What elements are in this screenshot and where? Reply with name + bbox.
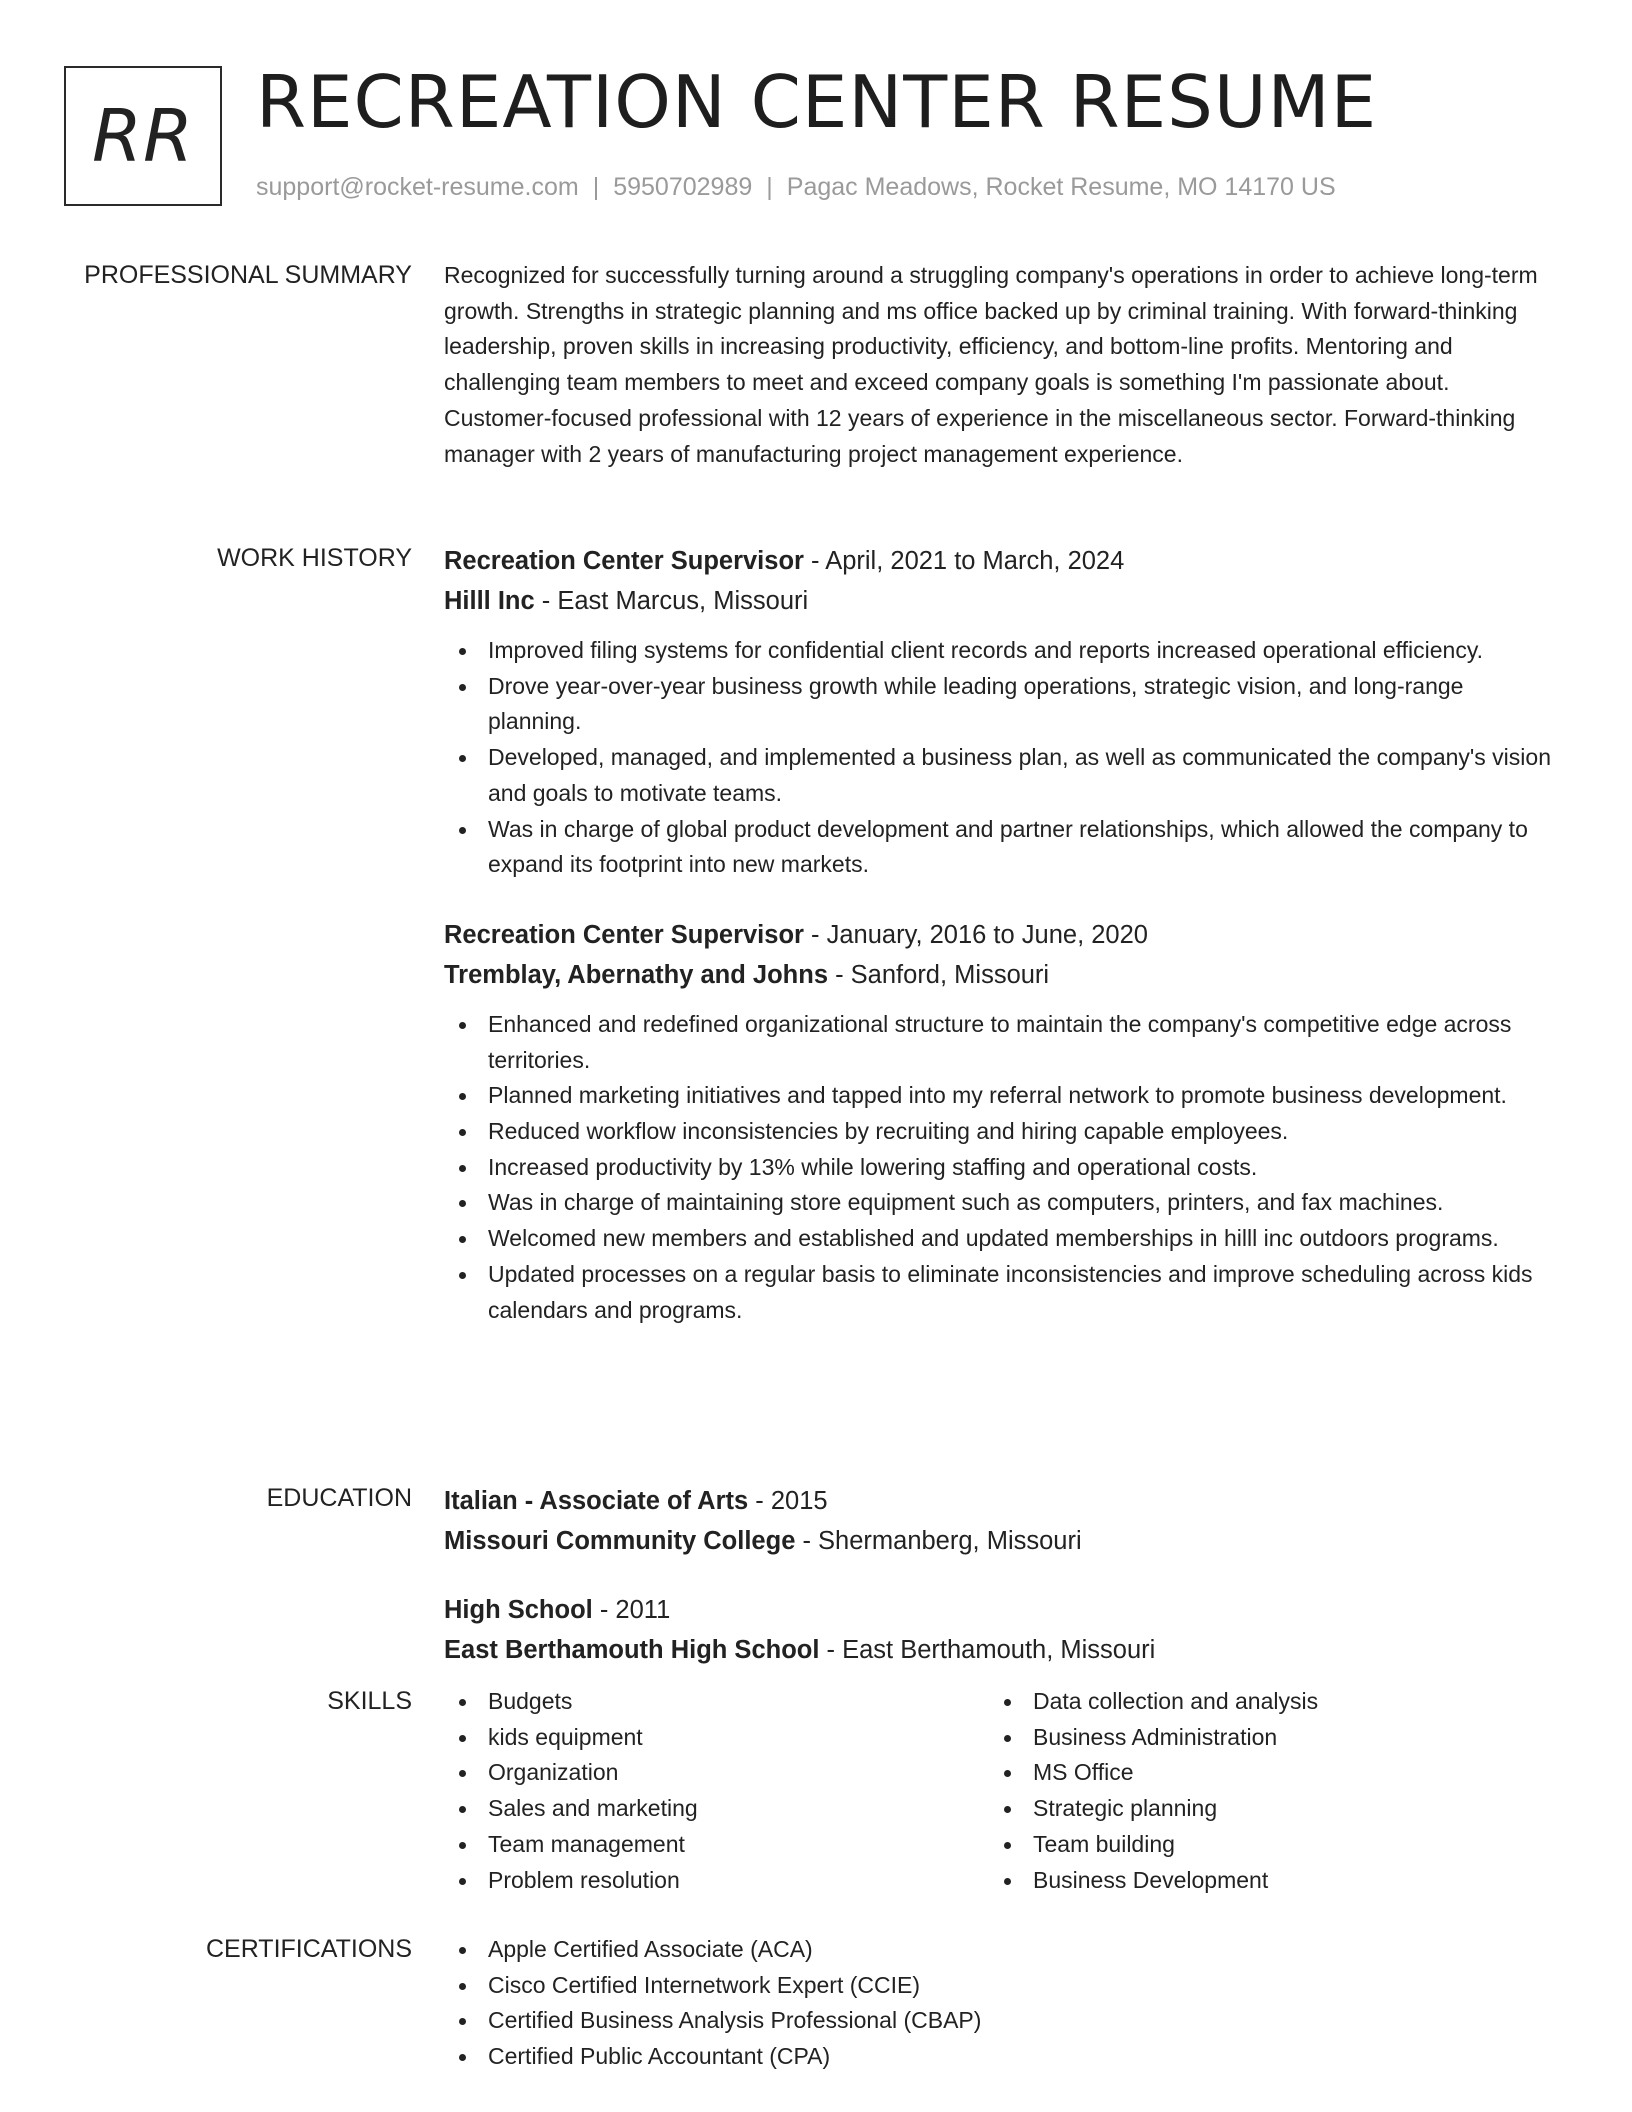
job-dates: - January, 2016 to June, 2020: [803, 920, 1148, 949]
school-location: - East Berthamouth, Missouri: [819, 1636, 1156, 1664]
school-line: [444, 1630, 1554, 1670]
school: Missouri Community College: [444, 1527, 796, 1555]
certification-item: Certified Public Accountant (CPA): [444, 2039, 1554, 2075]
skills-heading: SKILLS: [327, 1687, 412, 1715]
skill-item: Business Development: [989, 1863, 1534, 1899]
skill-item: Problem resolution: [444, 1863, 989, 1899]
school-location: - Shermanberg, Missouri: [795, 1527, 1082, 1555]
degree: High School: [444, 1596, 593, 1624]
degree-year: - 2015: [748, 1487, 828, 1515]
contact-email[interactable]: support@rocket-resume.com: [256, 173, 579, 201]
job-location: - Sanford, Missouri: [828, 960, 1050, 989]
education-entry: [444, 1590, 1554, 1670]
skill-item: Data collection and analysis: [989, 1684, 1534, 1720]
degree: Italian - Associate of Arts: [444, 1487, 749, 1515]
job-bullet: Improved filing systems for confidential client records and reports increased operational efficiency.: [444, 633, 1554, 669]
job-bullet: Welcomed new members and established and updated memberships in hilll inc outdoors programs.: [444, 1221, 1554, 1257]
skill-item: Organization: [444, 1755, 989, 1791]
contact-phone[interactable]: 5950702989: [613, 173, 753, 201]
resume-title: RECREATION CENTER RESUME: [256, 60, 1378, 144]
job-bullet: Updated processes on a regular basis to eliminate inconsistencies and improve scheduling across kids calendars and programs.: [444, 1257, 1554, 1328]
education-entry: [444, 1481, 1554, 1561]
job-bullets: [444, 1007, 1554, 1328]
skill-item: Team management: [444, 1827, 989, 1863]
certification-item: Cisco Certified Internetwork Expert (CCIE): [444, 1968, 1554, 2004]
job-title-line: [444, 541, 1554, 581]
job-bullet: Was in charge of maintaining store equipment such as computers, printers, and fax machines.: [444, 1185, 1554, 1221]
job-dates: - April, 2021 to March, 2024: [803, 547, 1125, 575]
initials: RR: [91, 94, 195, 178]
skill-item: Budgets: [444, 1684, 989, 1720]
skill-item: Team building: [989, 1827, 1534, 1863]
job-bullet: Planned marketing initiatives and tapped into my referral network to promote business development.: [444, 1078, 1554, 1114]
certification-item: Apple Certified Associate (ACA): [444, 1932, 1554, 1968]
job-bullet: Reduced workflow inconsistencies by recruiting and hiring capable employees.: [444, 1114, 1554, 1150]
job-bullet: Developed, managed, and implemented a business plan, as well as communicated the company's vision and goals to motivate teams.: [444, 740, 1554, 811]
job-company: Tremblay, Abernathy and Johns: [444, 960, 829, 989]
job-bullet: Was in charge of global product development and partner relationships, which allowed the company to expand its footprint into new markets.: [444, 812, 1554, 883]
job-company-line: [444, 581, 1554, 621]
skills-list-left: [444, 1684, 989, 1898]
school-line: [444, 1521, 1554, 1561]
summary-text: Recognized for successfully turning around a struggling company's operations in order to achieve long-term growth. Strengths in strategic planning and ms office backed up by criminal training. With forward-thinking leadership, proven skills in increasing productivity, efficiency, and bottom-line profits. Mentoring and challenging team members to meet and exceed company goals is something I'm passionate about. Customer-focused professional with 12 years of experience in the miscellaneous sector. Forward-thinking manager with 2 years of manufacturing project management experience.: [444, 262, 1538, 467]
job-company-line: [444, 955, 1554, 995]
job-title: Recreation Center Supervisor: [444, 547, 804, 575]
job-location: - East Marcus, Missouri: [534, 587, 809, 615]
job-bullet: Enhanced and redefined organizational structure to maintain the company's competitive edge across territories.: [444, 1007, 1554, 1078]
work-history-heading: WORK HISTORY: [217, 544, 412, 572]
certification-item: Certified Business Analysis Professional (CBAP): [444, 2003, 1554, 2039]
job-title-line: [444, 915, 1554, 955]
job-bullet: Increased productivity by 13% while lowering staffing and operational costs.: [444, 1150, 1554, 1186]
degree-line: [444, 1481, 1554, 1521]
school: East Berthamouth High School: [444, 1636, 820, 1664]
initials-monogram: [64, 66, 222, 206]
contact-separator: |: [592, 173, 600, 201]
skill-item: Business Administration: [989, 1720, 1534, 1756]
education-heading: EDUCATION: [266, 1484, 412, 1512]
job-company: Hilll Inc: [444, 587, 535, 615]
contact-line: [256, 173, 1336, 202]
degree-line: [444, 1590, 1554, 1630]
summary-heading: PROFESSIONAL SUMMARY: [84, 261, 412, 289]
job-entry: [444, 541, 1554, 883]
skill-item: Sales and marketing: [444, 1791, 989, 1827]
skill-item: Strategic planning: [989, 1791, 1534, 1827]
skill-item: MS Office: [989, 1755, 1534, 1791]
job-bullets: [444, 633, 1554, 883]
skills-list-right: [989, 1684, 1534, 1898]
job-bullet: Drove year-over-year business growth while leading operations, strategic vision, and long-range planning.: [444, 669, 1554, 740]
certifications-list: [444, 1932, 1554, 2075]
degree-year: - 2011: [592, 1596, 671, 1624]
job-entry: [444, 915, 1554, 1328]
certifications-heading: CERTIFICATIONS: [205, 1935, 412, 1963]
contact-separator: |: [766, 173, 773, 201]
contact-address: Pagac Meadows, Rocket Resume, MO 14170 US: [786, 173, 1336, 201]
skill-item: kids equipment: [444, 1720, 989, 1756]
job-title: Recreation Center Supervisor: [444, 920, 804, 949]
